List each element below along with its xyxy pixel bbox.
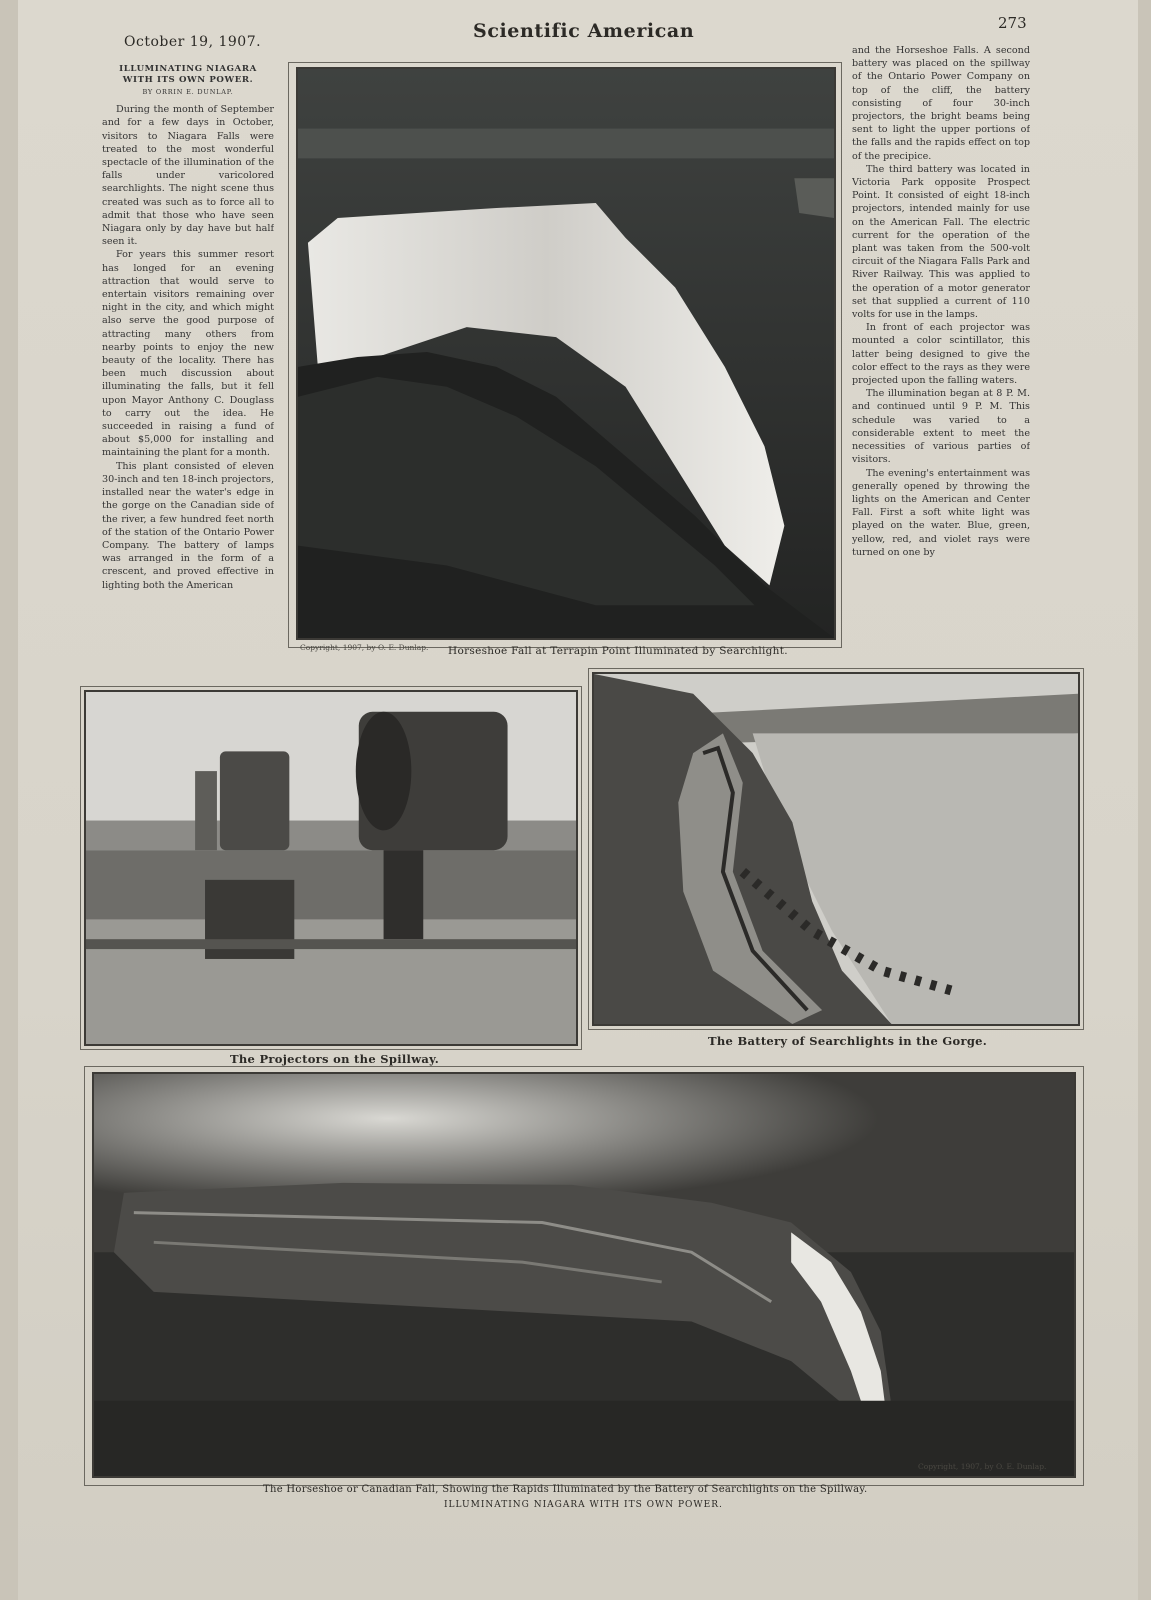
article-paragraph: During the month of September and for a few days in October, visitors to Niagara Falls were treated to the most wonderful spectacle of the illumination of the falls under varicolored searchlights. The night scene thus created was such as to force all to admit that those who have seen Niagara only by day have but half seen it. [102, 104, 274, 248]
figure-copyright: Copyright, 1907, by O. E. Dunlap. [300, 643, 429, 652]
article-byline: BY ORRIN E. DUNLAP. [142, 88, 234, 96]
article-column-left [102, 64, 274, 660]
waterfall-image [298, 69, 834, 638]
figure-caption: The Projectors on the Spillway. [230, 1052, 440, 1066]
article-paragraph: The illumination began at 8 P. M. and continued until 9 P. M. This schedule was varied to a considerable extent to meet the necessities of various parties of visitors. [852, 388, 1030, 466]
header-date: October 19, 1907. [124, 34, 262, 50]
projectors-image [86, 692, 576, 1044]
article-column-right [852, 44, 1030, 646]
article-title-line1: ILLUMINATING NIAGARA [119, 64, 257, 74]
photo-projectors-spillway [84, 690, 578, 1046]
figure-copyright: Copyright, 1907, by O. E. Dunlap. [918, 1462, 1047, 1471]
article-paragraph: The evening's entertainment was generally opened by throwing the lights on the American and Center Fall. First a soft white light was played on the water. Blue, green, yellow, red, and violet rays were turned on one by [852, 467, 1030, 558]
article-paragraph: This plant consisted of eleven 30-inch and ten 18-inch projectors, installed near the water's edge in the gorge on the Canadian side of the river, a few hundred feet north of the station of the Ontario Power Company. The battery of lamps was arranged in the form of a crescent, and proved effective in lighting both the American [102, 460, 274, 591]
figure-caption: Horseshoe Fall at Terrapin Point Illuminated by Searchlight. [448, 645, 788, 657]
header-page-number: 273 [998, 14, 1027, 32]
figure-caption: The Battery of Searchlights in the Gorge. [708, 1034, 988, 1048]
photo-horseshoe-fall-terrapin [296, 67, 836, 640]
magazine-page [18, 0, 1138, 1600]
figure-subtitle: ILLUMINATING NIAGARA WITH ITS OWN POWER. [444, 1500, 723, 1510]
article-paragraph: and the Horseshoe Falls. A second battery was placed on the spillway of the Ontario Power Company on top of the cliff, the battery consisting of four 30-inch projectors, the bright beams being sent to light the upper portions of the falls and the rapids effect on top of the precipice. [852, 45, 1030, 162]
header-title: Scientific American [473, 20, 695, 42]
article-paragraph: In front of each projector was mounted a color scintillator, this latter being designed to give the color effect to the rays as they were projected upon the falling waters. [852, 322, 1030, 387]
article-paragraph: The third battery was located in Victoria Park opposite Prospect Point. It consisted of eight 18-inch projectors, intended mainly for use on the American Fall. The electric current for the operation of the plant was taken from the 500-volt circuit of the Niagara Falls Park and River Railway. This was applied to the operation of a motor generator set that supplied a current of 110 volts for use in the lamps. [852, 163, 1030, 321]
rapids-image [94, 1074, 1074, 1476]
photo-horseshoe-canadian-fall [92, 1072, 1076, 1478]
article-paragraph: For years this summer resort has longed for an evening attraction that would serve to entertain visitors remaining over night in the city, and which might also serve the good purpose of attracting many others from nearby points to enjoy the new beauty of the locality. There has been much discussion about illuminating the falls, but it fell upon Mayor Anthony C. Douglass to carry out the idea. He succeeded in raising a fund of about $5,000 for installing and maintaining the plant for a month. [102, 249, 274, 459]
figure-caption: The Horseshoe or Canadian Fall, Showing the Rapids Illuminated by the Battery of Searchlights on the Spillway. [263, 1484, 868, 1495]
gorge-image [594, 674, 1078, 1024]
article-title-line2: WITH ITS OWN POWER. [122, 75, 254, 85]
photo-searchlights-gorge [592, 672, 1080, 1026]
